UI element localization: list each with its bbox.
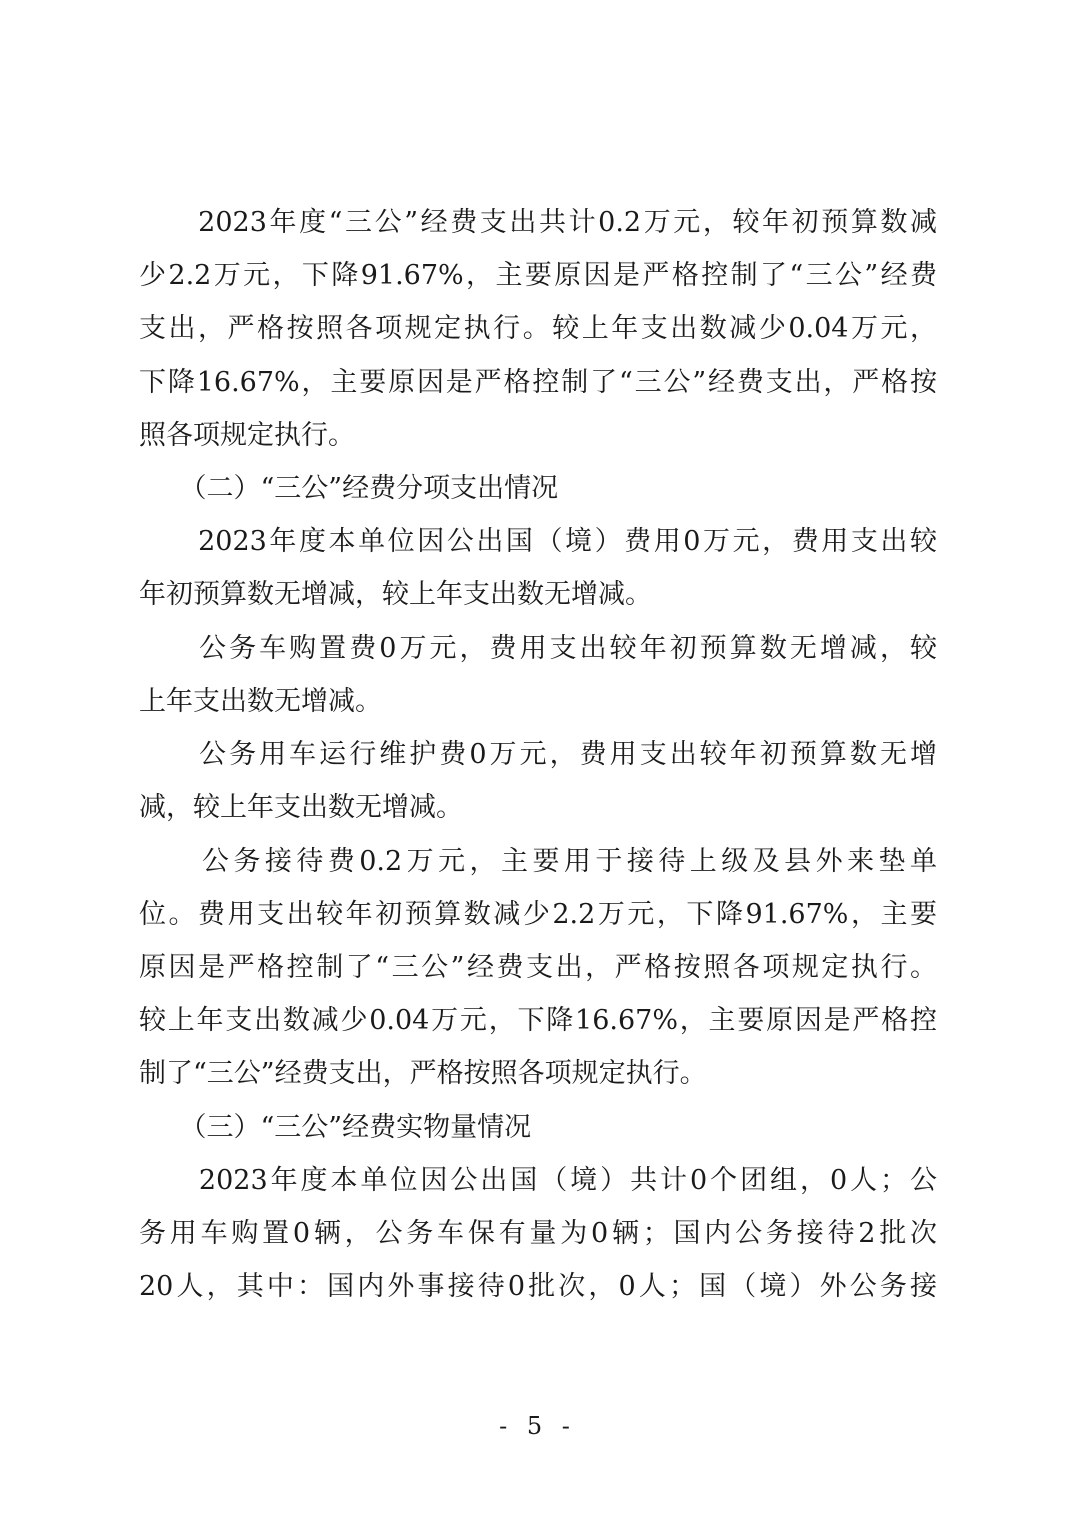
paragraph-line: 2023年度本单位因公出国（境）费用0万元，费用支出较 [139, 526, 937, 557]
paragraph-line: 公务接待费0.2万元，主要用于接待上级及县外来垫单 [139, 846, 937, 877]
paragraph-line: 2023年度“三公”经费支出共计0.2万元，较年初预算数减 [139, 207, 937, 238]
paragraph-line: 年初预算数无增减，较上年支出数无增减。 [139, 579, 652, 610]
paragraph-line: 下降16.67%，主要原因是严格控制了“三公”经费支出，严格按 [139, 367, 937, 398]
paragraph-line: 支出，严格按照各项规定执行。较上年支出数减少0.04万元， [139, 313, 937, 344]
paragraph-line: 减，较上年支出数无增减。 [139, 792, 463, 823]
paragraph-line: 较上年支出数减少0.04万元，下降16.67%，主要原因是严格控 [139, 1005, 937, 1036]
paragraph-line: 2023年度本单位因公出国（境）共计0个团组，0人；公 [139, 1165, 937, 1196]
paragraph-line: 20人，其中：国内外事接待0批次，0人；国（境）外公务接 [139, 1271, 937, 1302]
section-heading: （二）“三公”经费分项支出情况 [139, 473, 559, 504]
paragraph-line: 制了“三公”经费支出，严格按照各项规定执行。 [139, 1058, 707, 1089]
paragraph-line: 少2.2万元，下降91.67%，主要原因是严格控制了“三公”经费 [139, 260, 937, 291]
paragraph-line: 公务用车运行维护费0万元，费用支出较年初预算数无增 [139, 739, 937, 770]
paragraph-line: 原因是严格控制了“三公”经费支出，严格按照各项规定执行。 [139, 952, 937, 983]
page-number: - 5 - [499, 1412, 576, 1440]
paragraph-line: 上年支出数无增减。 [139, 686, 382, 717]
paragraph-line: 位。费用支出较年初预算数减少2.2万元，下降91.67%，主要 [139, 899, 937, 930]
paragraph-line: 照各项规定执行。 [139, 420, 355, 451]
paragraph-line: 公务车购置费0万元，费用支出较年初预算数无增减，较 [139, 633, 937, 664]
paragraph-line: 务用车购置0辆，公务车保有量为0辆；国内公务接待2批次 [139, 1218, 937, 1249]
section-heading: （三）“三公”经费实物量情况 [139, 1112, 532, 1143]
